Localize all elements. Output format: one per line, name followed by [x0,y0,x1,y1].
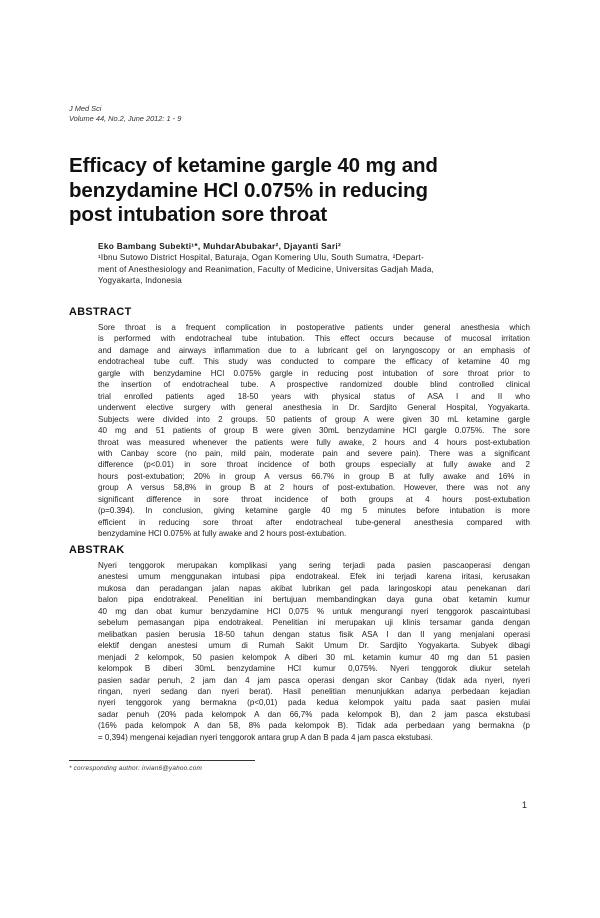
page-number: 1 [522,800,528,810]
text-line: hours post-extubation; 20% in group A versus 66.7% in group B at fully awake and 16% in [98,471,530,481]
text-line: sebelum pemasangan pipa endotrakeal. Penelitian ini merupakan uji klinis tersamar ganda dengan [98,618,530,628]
text-line: ringan, nyeri sedang dan nyeri berat). Hasil penelitian menunjukkan adanya perbedaan kejadian [98,686,530,696]
text-line: pasien sadar penuh, 2 jam dan 4 jam pasca operasi dengan skor Canbay (tidak ada nyeri, nyeri [98,675,530,685]
text-line: is performed with endotracheal tube intubation. This effect occurs because of mucosal irritation [98,334,530,344]
text-line: group A versus 58,8% in group B at 2 hours of post-extubation. However, there was not any [98,483,530,493]
abstract-body [98,322,530,540]
text-line: efficient in reducing sore throat after endotracheal tube-general anesthesia compared with [98,517,530,527]
text-line: difference (p<0.01) in sore throat incidence of both groups especially at fully awake and 2 [98,460,530,470]
text-line: benzydamine HCl 0.075% at fully awake and 2 hours post-extubation. [98,529,347,539]
abstrak-heading: ABSTRAK [69,544,125,556]
title-line: benzydamine HCl 0.075% in reducing [69,178,428,202]
author-list: Eko Bambang Subekti¹*, MuhdarAbubakar², Djayanti Sari² [98,241,342,251]
journal-name: J Med Sci [69,104,102,113]
footnote-divider [69,760,255,761]
text-line: anestesi umum menggunakan intubasi pipa endotrakeal. Efek ini terjadi karena iritasi, kerusakan [98,572,530,582]
text-line: the insertion of endotracheal tube. A prospective randomized double blind controlled clinical [98,380,530,390]
text-line: mukosa dan peradangan jalan napas akibat lubrikan gel pada laringoskopi atau penekanan dari [98,583,530,593]
text-line: (16% pada kelompok A dan 58, 8% pada kelompok B). Tidak ada perbedaan yang bermakna (p [98,721,530,731]
text-line: and damage and airways inflammation due to a lubricant gel on laryngoscopy or an emphasis of [98,345,530,355]
text-line: melibatkan pasien berusia 18-50 tahun dengan status fisik ASA I dan II yang menjalani operasi [98,629,530,639]
text-line: 40 mg and 51 patients of group B were given 30mL benzydamine HCl gargle 0.075%. The sore [98,426,530,436]
affiliation-line: ¹Ibnu Sutowo District Hospital, Baturaja, Ogan Komering Ulu, South Sumatra, ²Depart- [98,253,424,262]
text-line: underwent elective surgery with general anesthesia in Dr. Sardjito General Hospital, Yogyakarta. [98,403,530,413]
text-line: throat was measured whenever the patients were fully awake, 2 hours and 4 hours post-extubation [98,437,530,447]
journal-header [69,104,181,124]
abstrak-body [98,560,530,743]
text-line: significant difference in sore throat incidence of both groups at 4 hours post-extubation [98,494,530,504]
text-line: endotracheal tube cuff. This study was conducted to compare the efficacy of ketamine 40 mg [98,357,530,367]
text-line: with Canbay score (no pain, mild pain, moderate pain and severe pain). There was a significant [98,448,530,458]
text-line: Sore throat is a frequent complication in postoperative patients under general anesthesia which [98,323,530,332]
journal-issue: Volume 44, No.2, June 2012: 1 - 9 [69,114,182,123]
abstract-heading: ABSTRACT [69,306,132,318]
text-line: balon pipa endotrakeal. Penelitian ini bertujuan membandingkan daya guna obat ketamin kumur [98,595,530,605]
corresponding-author-footnote: * corresponding author: irvian6@yahoo.com [69,765,202,772]
text-line: kelompok B diberi 30mL benzydamine HCl kumur 0,075%. Nyeri tenggorok diukur setelah [98,664,530,674]
text-line: Nyeri tenggorok merupakan komplikasi yang sering terjadi pada pasien pascaoperasi dengan [98,561,530,570]
text-line: nyeri tenggorok yang bermakna (p<0,01) pada kedua kelompok yaitu pada saat pasien mulai [98,698,530,708]
text-line: 40 mg dan obat kumur benzydamine HCl 0,075 % untuk mengurangi nyeri tenggorok pascaintubasi [98,606,530,616]
affiliation-line: ment of Anesthesiology and Reanimation, Faculty of Medicine, Universitas Gadjah Mada, [98,264,434,274]
text-line: (p=0.394). In conclusion, giving ketamine gargle 40 mg 5 minutes before intubation is more [98,506,530,516]
text-line: sadar penuh (20% pada kelompok A dan 66,7% pada kelompok B), dan 2 jam pasca ekstubasi [98,709,530,719]
article-title [69,154,529,228]
text-line: elektif dengan anestesi umum di Rumah Sakit Umum Dr. Sardjito Yogyakarta. Subyek dibagi [98,641,530,651]
text-line: gargle with benzydamine HCl 0.075% gargle in reducing post intubation of sore throat prior to [98,368,530,378]
title-line: Efficacy of ketamine gargle 40 mg and [69,154,438,177]
affiliation-line: Yogyakarta, Indonesia [98,276,182,286]
text-line: menjadi 2 kelompok, 50 pasien kelompok A diberi 30 mL ketamin kumur 40 mg dan 51 pasien [98,652,530,662]
text-line: trial enrolled patients aged 18-50 years with physical status of ASA I and II who [98,391,530,401]
text-line: Subjects were divided into 2 groups. 50 patients of group A were given 30 mL ketamine gargle [98,414,530,424]
text-line: = 0,394) mengenai kejadian nyeri tenggorok antara grup A dan B pada 4 jam pasca ekstubasi. [98,732,433,742]
affiliations [98,252,530,287]
title-line: post intubation sore throat [69,203,328,226]
